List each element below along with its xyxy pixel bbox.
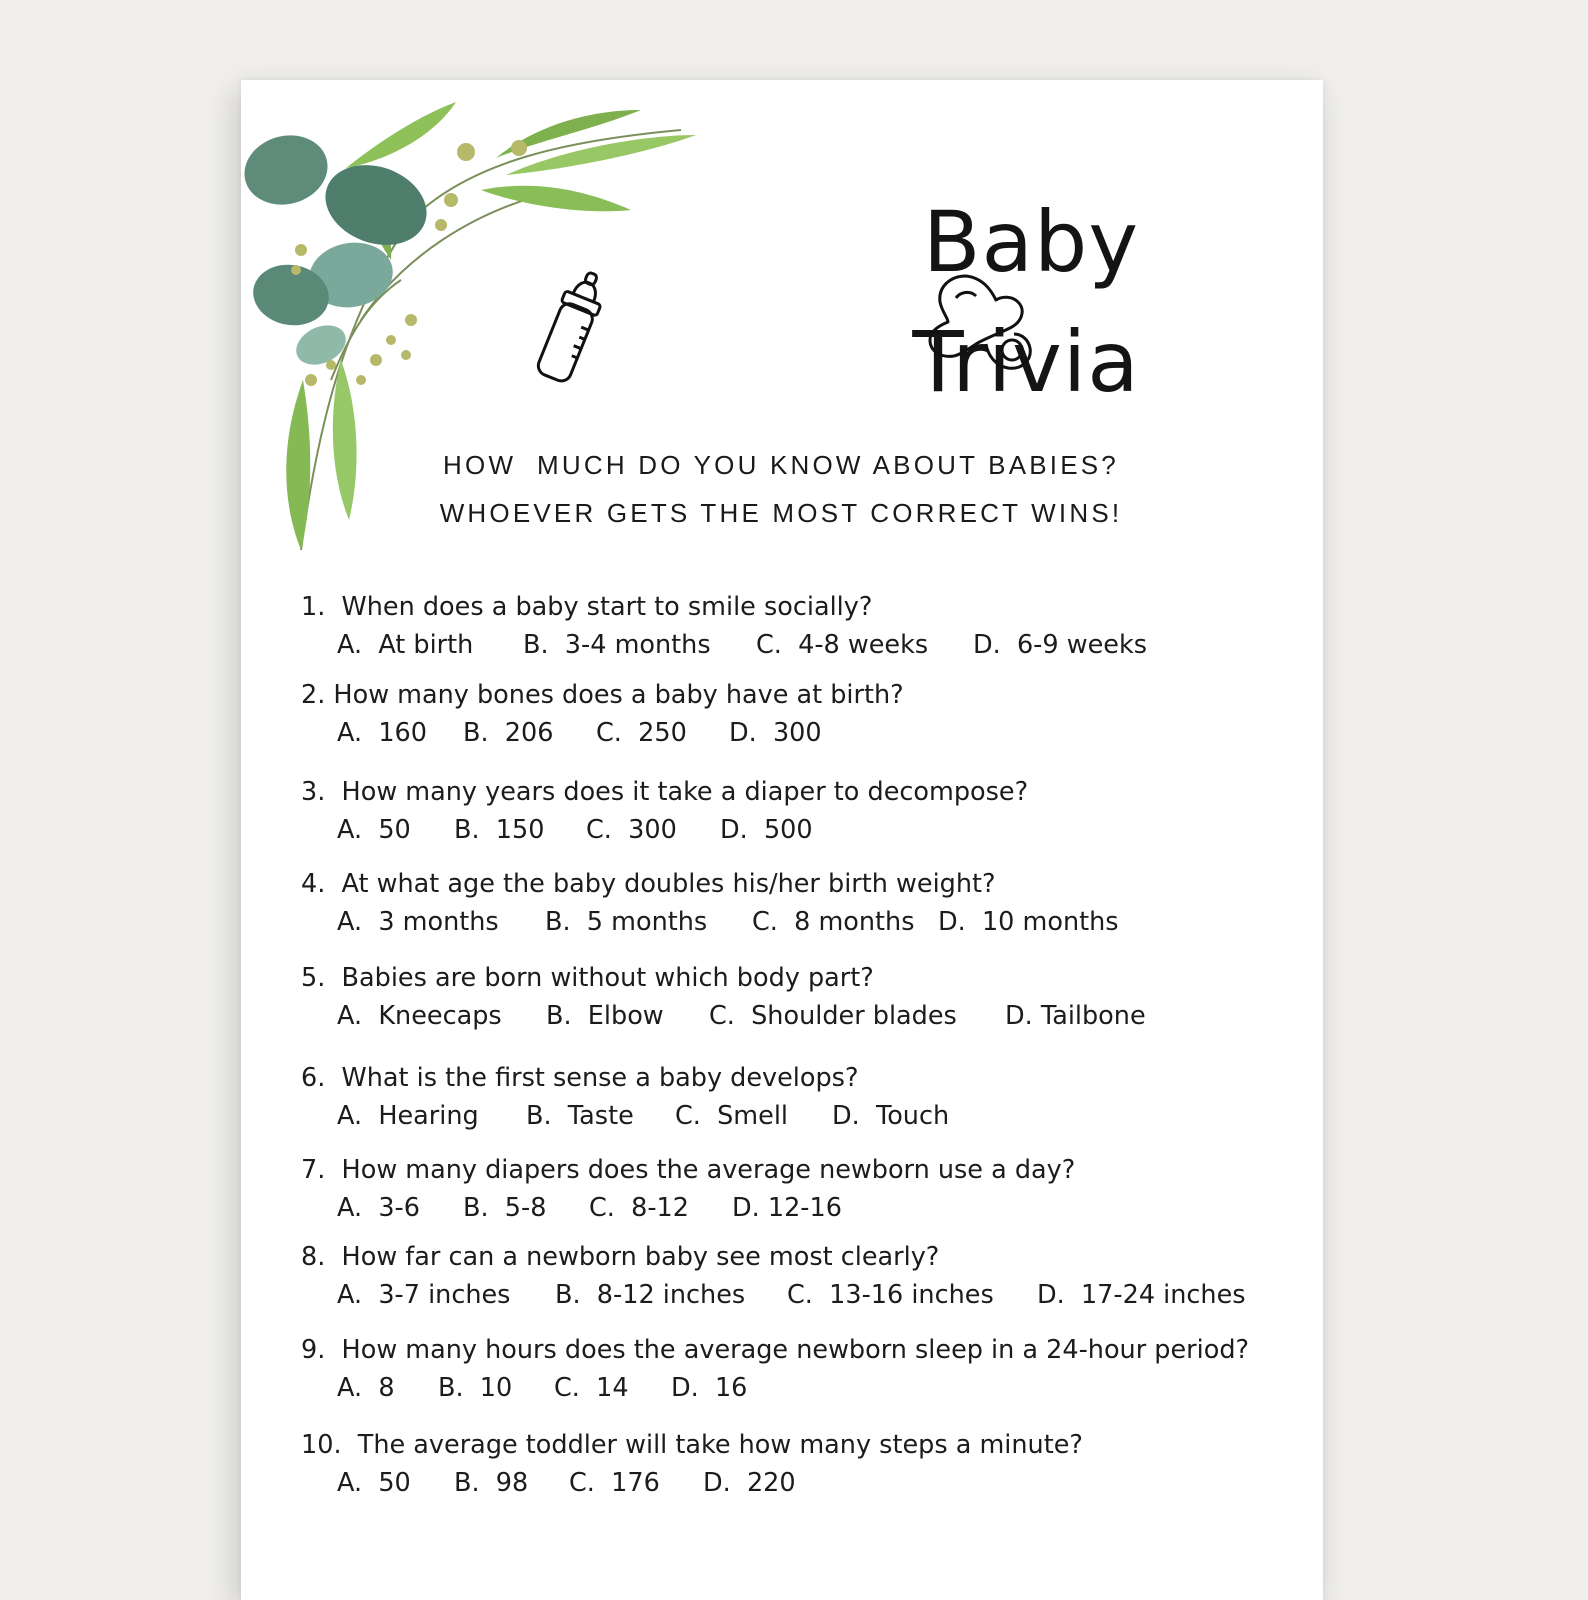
answer-options bbox=[301, 1101, 1311, 1133]
question-2 bbox=[301, 680, 1311, 750]
option-d[interactable]: D. 17-24 inches bbox=[1037, 1280, 1246, 1310]
option-b[interactable]: B. 5-8 bbox=[463, 1193, 547, 1223]
option-c[interactable]: C. 4-8 weeks bbox=[756, 630, 929, 660]
question-3 bbox=[301, 777, 1311, 847]
answer-options bbox=[301, 1001, 1311, 1033]
question-7 bbox=[301, 1155, 1311, 1225]
question-text: 1. When does a baby start to smile socially? bbox=[301, 592, 873, 622]
option-d[interactable]: D. Tailbone bbox=[1005, 1001, 1146, 1031]
option-a[interactable]: A. Hearing bbox=[337, 1101, 479, 1131]
option-b[interactable]: B. 10 bbox=[438, 1373, 513, 1403]
option-a[interactable]: A. 3-7 inches bbox=[337, 1280, 511, 1310]
question-10 bbox=[301, 1430, 1311, 1500]
option-a[interactable]: A. 50 bbox=[337, 1468, 411, 1498]
option-b[interactable]: B. 206 bbox=[463, 718, 554, 748]
option-a[interactable]: A. 8 bbox=[337, 1373, 395, 1403]
option-b[interactable]: B. 98 bbox=[454, 1468, 529, 1498]
subtitle-line-2: WHOEVER GETS THE MOST CORRECT WINS! bbox=[439, 498, 1123, 528]
option-d[interactable]: D. Touch bbox=[832, 1101, 950, 1131]
question-text: 5. Babies are born without which body part? bbox=[301, 963, 874, 993]
option-c[interactable]: C. 176 bbox=[569, 1468, 660, 1498]
pacifier-icon bbox=[926, 268, 1034, 378]
question-text: 6. What is the first sense a baby develops? bbox=[301, 1063, 859, 1093]
option-c[interactable]: C. 300 bbox=[586, 815, 677, 845]
option-d[interactable]: D. 300 bbox=[729, 718, 822, 748]
option-a[interactable]: A. 50 bbox=[337, 815, 411, 845]
question-text: 8. How far can a newborn baby see most clearly? bbox=[301, 1242, 940, 1272]
question-9 bbox=[301, 1335, 1311, 1405]
option-c[interactable]: C. 250 bbox=[596, 718, 687, 748]
option-d[interactable]: D. 12-16 bbox=[732, 1193, 842, 1223]
question-text: 7. How many diapers does the average newborn use a day? bbox=[301, 1155, 1076, 1185]
question-text: 9. How many hours does the average newborn sleep in a 24-hour period? bbox=[301, 1335, 1250, 1365]
question-text: 3. How many years does it take a diaper to decompose? bbox=[301, 777, 1029, 807]
option-a[interactable]: A. Kneecaps bbox=[337, 1001, 502, 1031]
title-line-2: Trivia bbox=[912, 313, 1140, 411]
option-d[interactable]: D. 220 bbox=[703, 1468, 796, 1498]
answer-options bbox=[301, 1468, 1311, 1500]
question-text: 10. The average toddler will take how many steps a minute? bbox=[301, 1430, 1083, 1460]
answer-options bbox=[301, 1280, 1311, 1312]
answer-options bbox=[301, 907, 1311, 939]
option-b[interactable]: B. 5 months bbox=[545, 907, 708, 937]
answer-options bbox=[301, 718, 1311, 750]
question-8 bbox=[301, 1242, 1311, 1312]
option-c[interactable]: C. 13-16 inches bbox=[787, 1280, 994, 1310]
option-c[interactable]: C. Shoulder blades bbox=[709, 1001, 957, 1031]
trivia-sheet bbox=[241, 80, 1323, 1600]
option-a[interactable]: A. At birth bbox=[337, 630, 474, 660]
question-1 bbox=[301, 592, 1311, 662]
option-c[interactable]: C. 8 months bbox=[752, 907, 915, 937]
answer-options bbox=[301, 1373, 1311, 1405]
option-d[interactable]: D. 10 months bbox=[938, 907, 1119, 937]
answer-options bbox=[301, 1193, 1311, 1225]
question-text: 2. How many bones does a baby have at birth? bbox=[301, 680, 904, 710]
baby-bottle-icon bbox=[529, 266, 617, 386]
answer-options bbox=[301, 815, 1311, 847]
title-line-1: Baby bbox=[922, 193, 1140, 291]
option-b[interactable]: B. 8-12 inches bbox=[555, 1280, 746, 1310]
question-4 bbox=[301, 869, 1311, 939]
option-b[interactable]: B. Taste bbox=[526, 1101, 634, 1131]
option-a[interactable]: A. 3 months bbox=[337, 907, 499, 937]
option-c[interactable]: C. 14 bbox=[554, 1373, 629, 1403]
question-5 bbox=[301, 963, 1311, 1033]
option-a[interactable]: A. 160 bbox=[337, 718, 427, 748]
option-c[interactable]: C. Smell bbox=[675, 1101, 789, 1131]
subtitle-line-1: HOW MUCH DO YOU KNOW ABOUT BABIES? bbox=[443, 450, 1119, 480]
question-text: 4. At what age the baby doubles his/her birth weight? bbox=[301, 869, 996, 899]
option-b[interactable]: B. Elbow bbox=[546, 1001, 664, 1031]
option-c[interactable]: C. 8-12 bbox=[589, 1193, 689, 1223]
eucalyptus-leaves-decoration bbox=[241, 80, 711, 560]
answer-options bbox=[301, 630, 1311, 662]
option-d[interactable]: D. 500 bbox=[720, 815, 813, 845]
option-d[interactable]: D. 16 bbox=[671, 1373, 748, 1403]
option-d[interactable]: D. 6-9 weeks bbox=[973, 630, 1147, 660]
option-b[interactable]: B. 150 bbox=[454, 815, 545, 845]
question-6 bbox=[301, 1063, 1311, 1133]
option-a[interactable]: A. 3-6 bbox=[337, 1193, 420, 1223]
option-b[interactable]: B. 3-4 months bbox=[523, 630, 711, 660]
